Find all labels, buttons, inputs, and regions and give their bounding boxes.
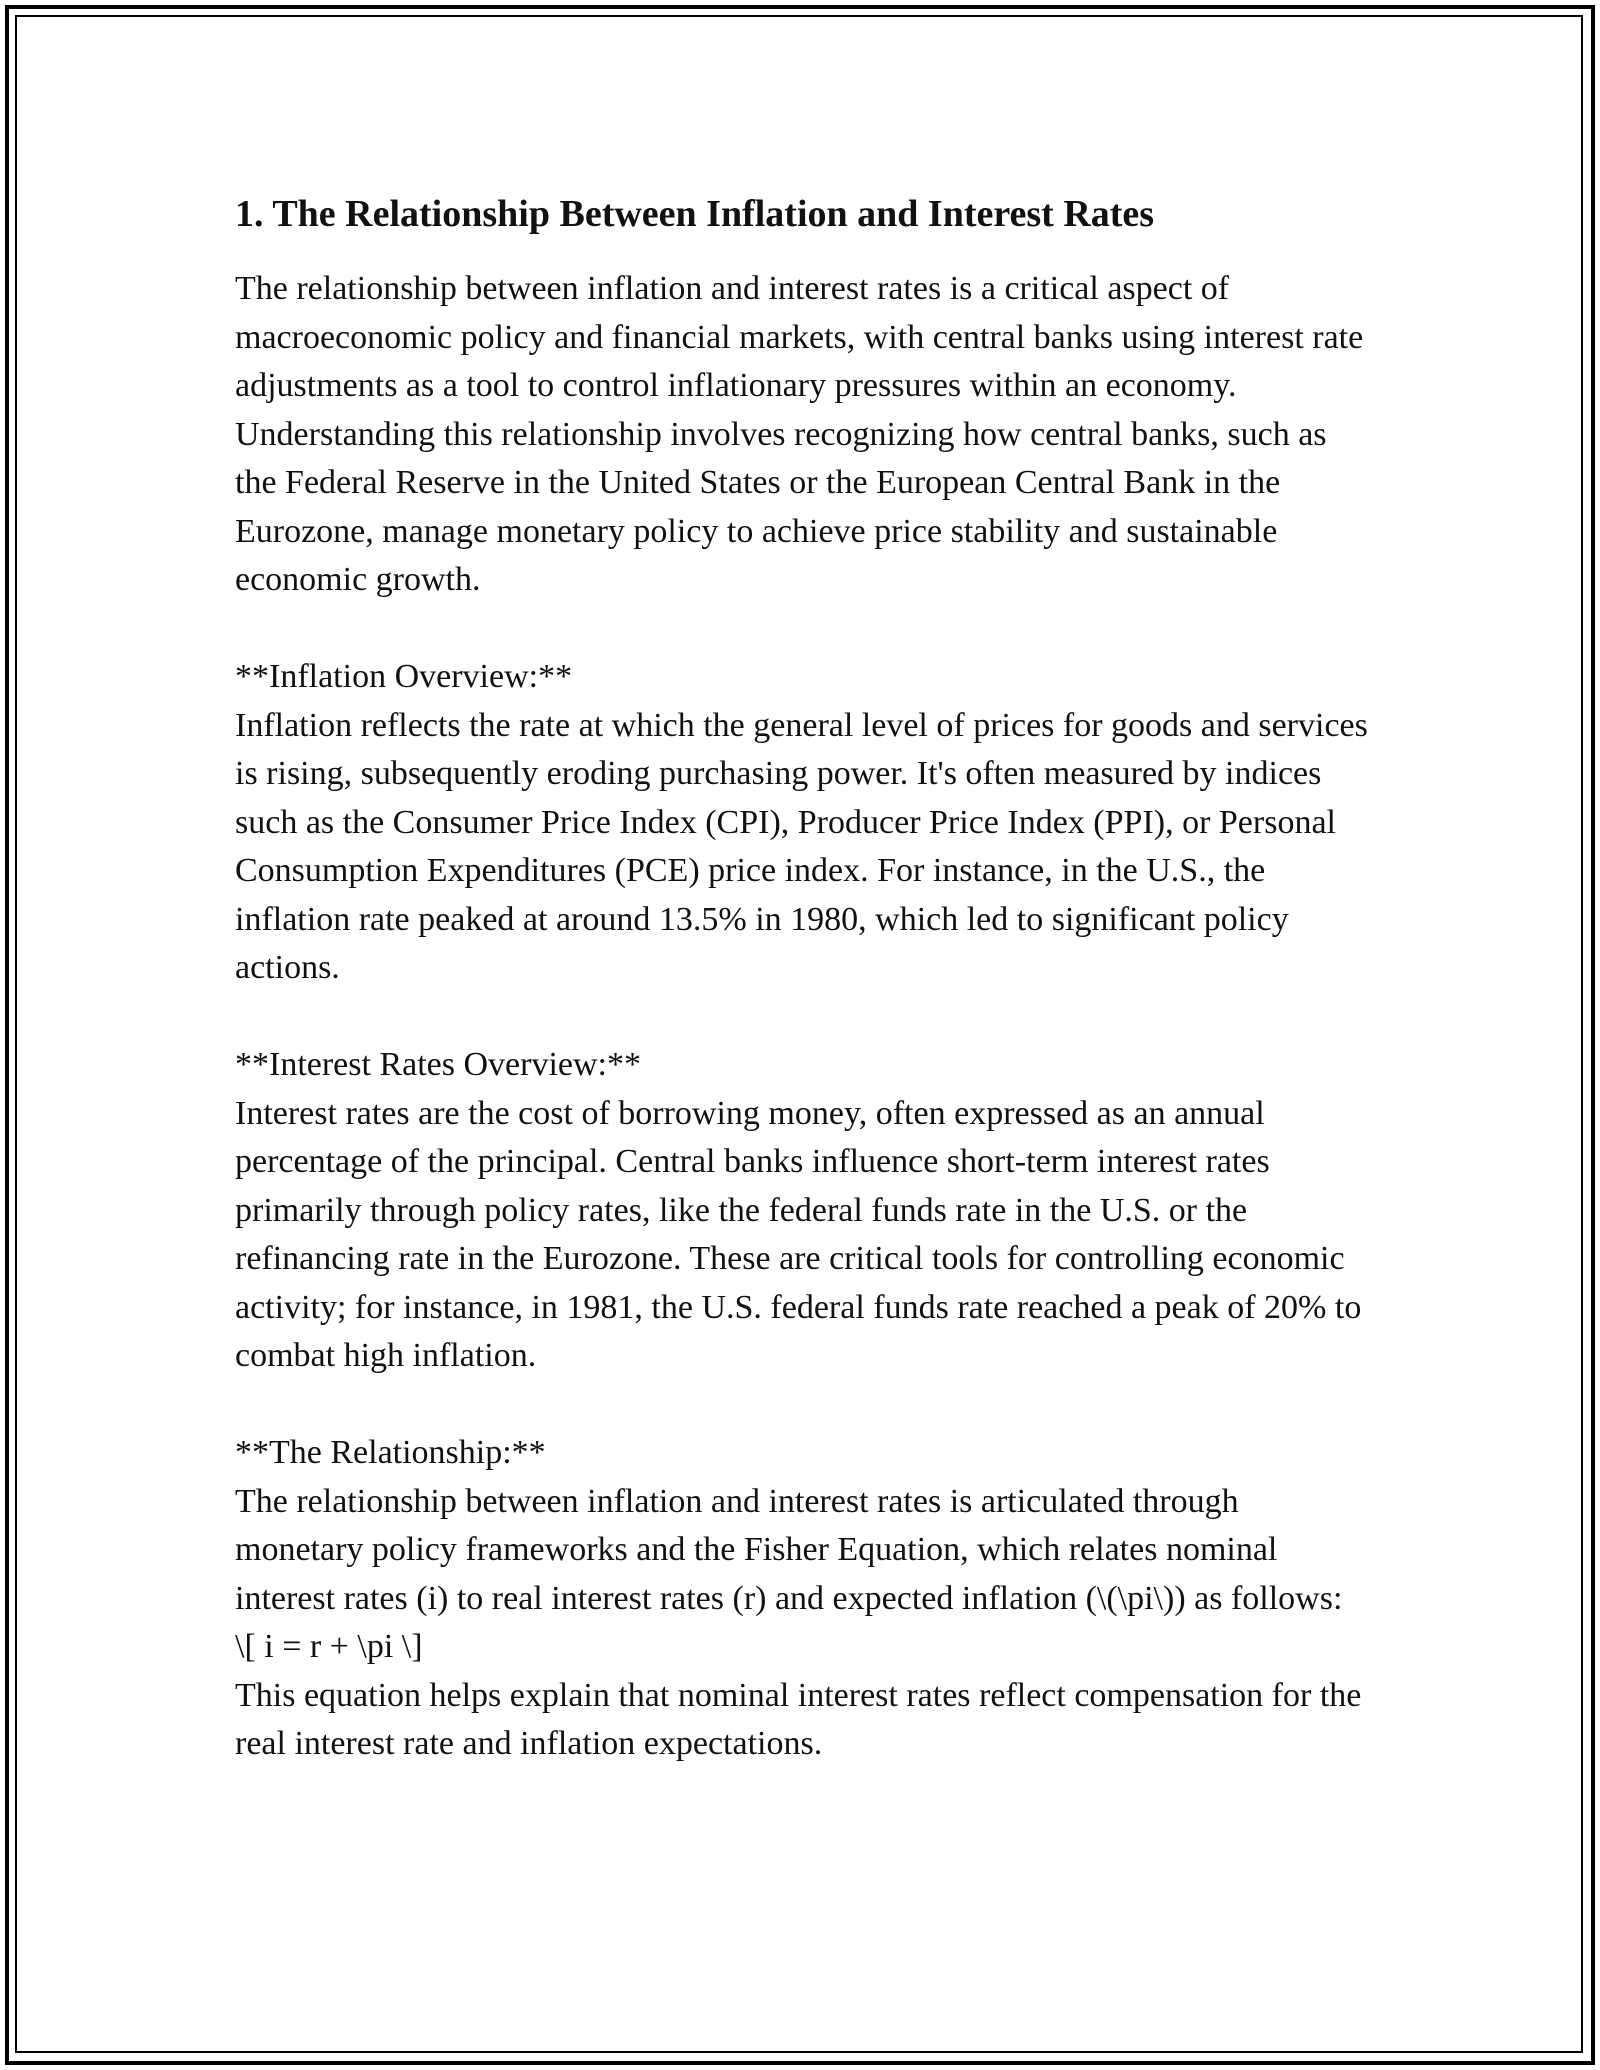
conclusion-paragraph: This equation helps explain that nominal interest rates reflect compensation for the real interest rate and inflation expectations. <box>235 1676 1362 1762</box>
paragraph-gap <box>235 605 1375 654</box>
relationship-label: **The Relationship:** <box>235 1434 546 1471</box>
document-body <box>235 185 1375 1769</box>
section-heading: 1. The Relationship Between Inflation and Interest Rates <box>235 193 1155 235</box>
intro-paragraph: The relationship between inflation and interest rates is a critical aspect of macroeconomic policy and financial markets, with central banks using interest rate adjustments as a tool to control inflationary pressures within an economy. Understanding this relationship involves recognizing how central banks, such as the Federal Reserve in the United States or the European Central Bank in the Eurozone, manage monetary policy to achieve price stability and sustainable economic growth. <box>235 270 1364 598</box>
interest-rates-overview-label: **Interest Rates Overview:** <box>235 1046 641 1083</box>
inflation-overview-label: **Inflation Overview:** <box>235 658 573 695</box>
paragraph-gap <box>235 993 1375 1042</box>
relationship-paragraph: The relationship between inflation and interest rates is articulated through monetary policy frameworks and the Fisher Equation, which relates nominal interest rates (i) to real interest rates (r) and expected inflation (\(\pi\)) as follows: <box>235 1482 1343 1617</box>
paragraph-gap <box>235 1381 1375 1430</box>
inflation-overview-paragraph: Inflation reflects the rate at which the general level of prices for goods and services is rising, subsequently eroding purchasing power. It's often measured by indices such as the Consumer Price Index (CPI), Producer Price Index (PPI), or Personal Consumption Expenditures (PCE) price index. For instance, in the U.S., the inflation rate peaked at around 13.5% in 1980, which led to significant policy actions. <box>235 706 1368 986</box>
fisher-equation: \[ i = r + \pi \] <box>235 1628 423 1665</box>
interest-rates-overview-paragraph: Interest rates are the cost of borrowing money, often expressed as an annual percentage of the principal. Central banks influence short-term interest rates primarily through policy rates, like the federal funds rate in the U.S. or the refinancing rate in the Eurozone. These are critical tools for controlling economic activity; for instance, in 1981, the U.S. federal funds rate reached a peak of 20% to combat high inflation. <box>235 1094 1362 1374</box>
